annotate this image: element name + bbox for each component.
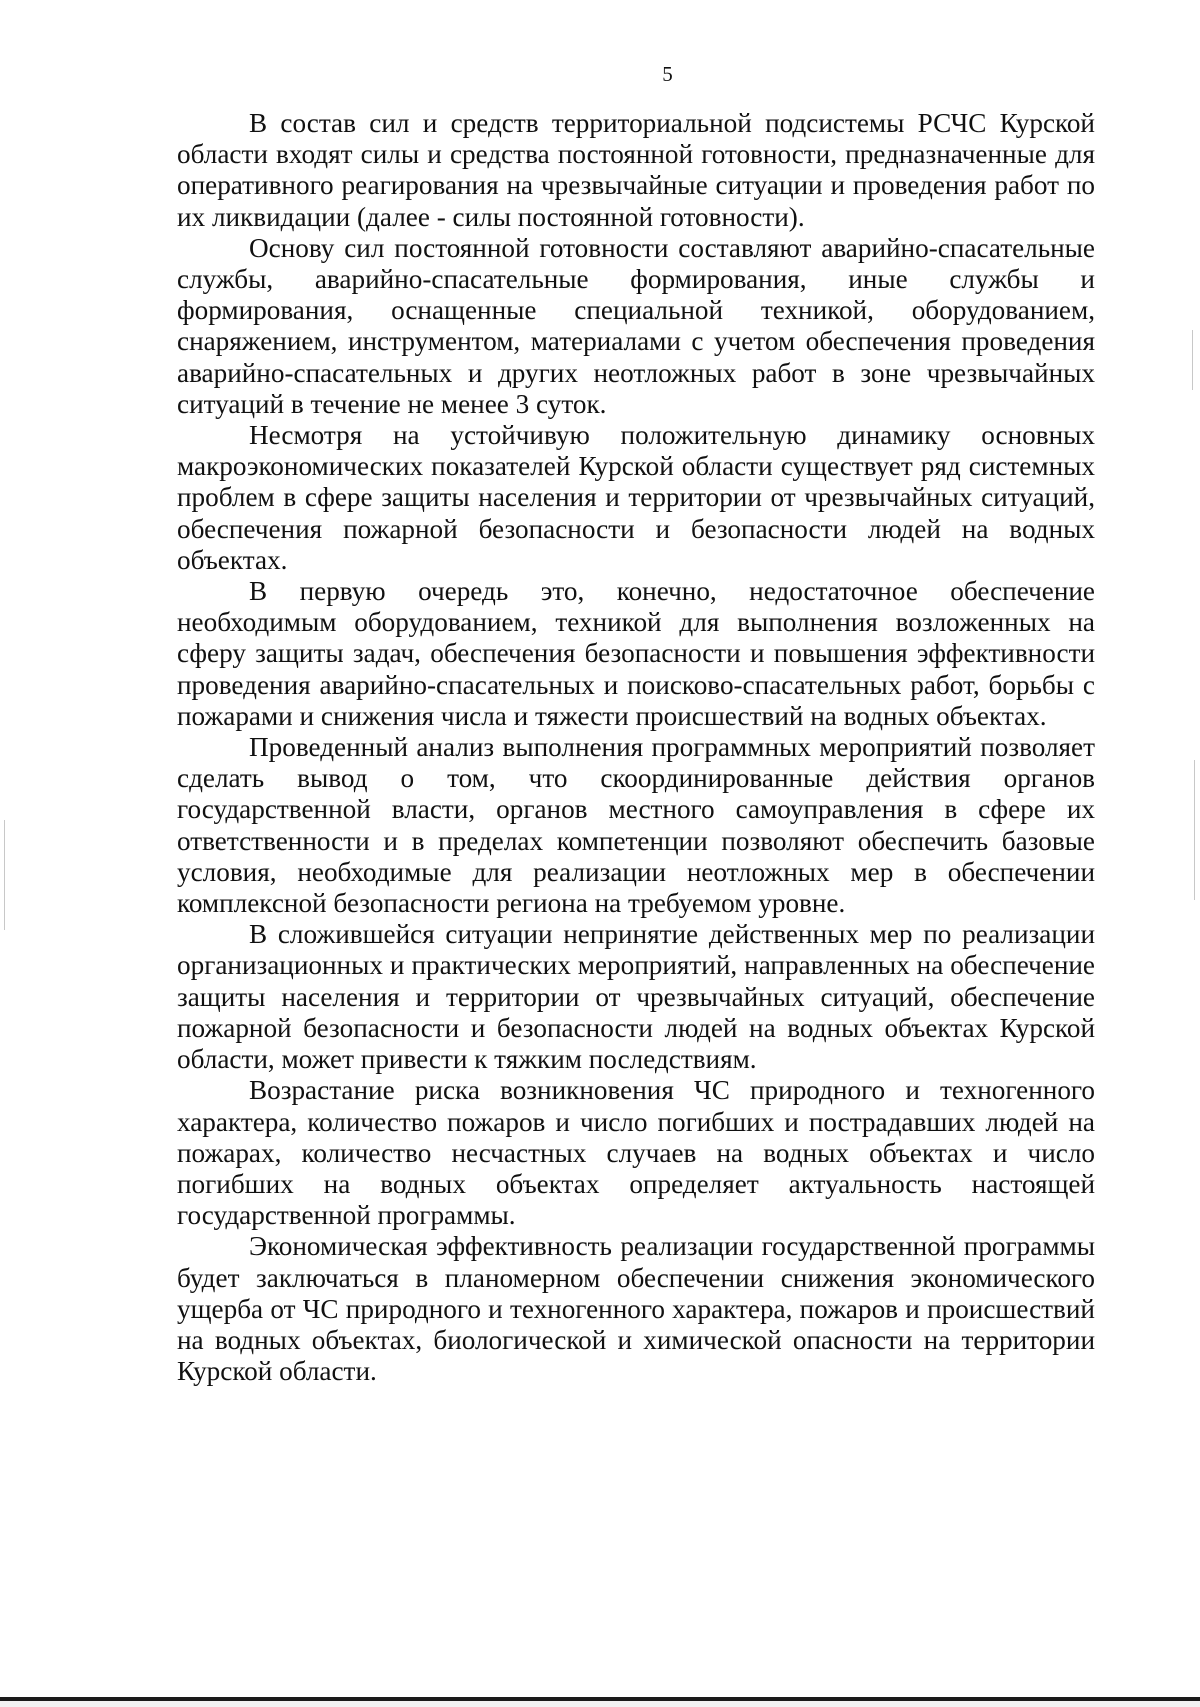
- paragraph-5: Проведенный анализ выполнения программных мероприятий позволяет сделать вывод о том, что скоординированные действия органов государственной власти, органов местного самоуправления в сфере их ответственности и в пределах компетенции позволяют обеспечить базовые условия, необходимые для реализации неотложных мер в обеспечении комплексной безопасности региона на требуемом уровне.: [177, 732, 1095, 919]
- paragraph-1: В состав сил и средств территориальной подсистемы РСЧС Курской области входят силы и средства постоянной готовности, предназначенные для оперативного реагирования на чрезвычайные ситуации и проведения работ по их ликвидации (далее - силы постоянной готовности).: [177, 108, 1095, 232]
- paragraph-8: Экономическая эффективность реализации государственной программы будет заключаться в планомерном обеспечении снижения экономического ущерба от ЧС природного и техногенного характера, пожаров и происшествий на водных объектах, биологической и химической опасности на территории Курской области.: [177, 1231, 1095, 1387]
- paragraph-4: В первую очередь это, конечно, недостаточное обеспечение необходимым оборудованием, техникой для выполнения возложенных на сферу защиты задач, обеспечения безопасности и повышения эффективности проведения аварийно-спасательных и поисково-спасательных работ, борьбы с пожарами и снижения числа и тяжести происшествий на водных объектах.: [177, 576, 1095, 731]
- scan-margin-mark: [1192, 330, 1193, 390]
- scan-margin-mark: [4, 820, 5, 930]
- paragraph-6: В сложившейся ситуации непринятие действенных мер по реализации организационных и практических мероприятий, направленных на обеспечение защиты населения и территории от чрезвычайных ситуаций, обеспечение пожарной безопасности и безопасности людей на водных объектах Курской области, может привести к тяжким последствиям.: [177, 919, 1095, 1075]
- document-body: [177, 108, 1095, 1387]
- scan-bottom-shadow: [0, 1701, 1200, 1707]
- scan-margin-mark: [1194, 760, 1195, 900]
- paragraph-3: Несмотря на устойчивую положительную динамику основных макроэкономических показателей Курской области существует ряд системных проблем в сфере защиты населения и территории от чрезвычайных ситуаций, обеспечения пожарной безопасности и безопасности людей на водных объектах.: [177, 420, 1095, 575]
- paragraph-2: Основу сил постоянной готовности составляют аварийно-спасательные службы, аварийно-спасательные формирования, иные службы и формирования, оснащенные специальной техникой, оборудованием, снаряжением, инструментом, материалами с учетом обеспечения проведения аварийно-спасательных и других неотложных работ в зоне чрезвычайных ситуаций в течение не менее 3 суток.: [177, 232, 1095, 419]
- paragraph-7: Возрастание риска возникновения ЧС природного и техногенного характера, количество пожаров и число погибших и пострадавших людей на пожарах, количество несчастных случаев на водных объектах и число погибших на водных объектах определяет актуальность настоящей государственной программы.: [177, 1075, 1095, 1231]
- page-number: 5: [662, 62, 673, 86]
